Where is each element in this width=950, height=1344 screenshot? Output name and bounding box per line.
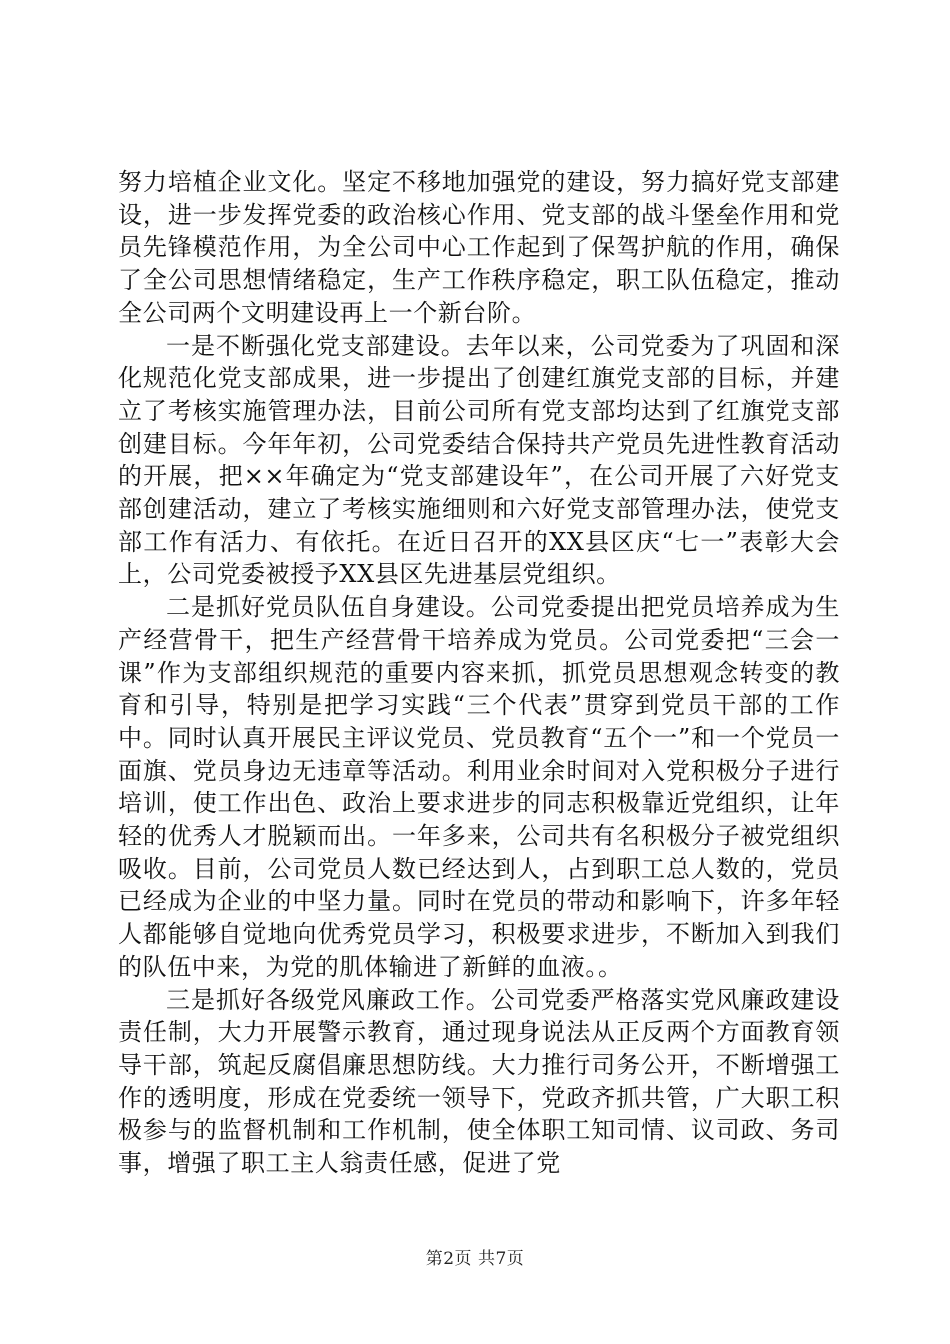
document-body [118,166,840,1180]
paragraph-party-member-team: 二是抓好党员队伍自身建设。公司党委提出把党员培养成为生产经营骨干，把生产经营骨干培养成为党员。公司党委把“三会一课”作为支部组织规范的重要内容来抓，抓党员思想观念转变的教育和引导，特别是把学习实践“三个代表”贯穿到党员干部的工作中。同时认真开展民主评议党员、党员教育“五个一”和一个党员一面旗、党员身边无违章等活动。利用业余时间对入党积极分子进行培训，使工作出色、政治上要求进步的同志积极靠近党组织，让年轻的优秀人才脱颖而出。一年多来，公司共有名积极分子被党组织吸收。目前，公司党员人数已经达到人，占到职工总人数的，党员已经成为企业的中坚力量。同时在党员的带动和影响下，许多年轻人都能够自觉地向优秀党员学习，积极要求进步，不断加入到我们的队伍中来，为党的肌体输进了新鲜的血液。。 [118,593,840,981]
page-number-footer: 第2页 共7页 [425,1249,525,1269]
paragraph-clean-governance: 三是抓好各级党风廉政工作。公司党委严格落实党风廉政建设责任制，大力开展警示教育，通过现身说法从正反两个方面教育领导干部，筑起反腐倡廉思想防线。大力推行司务公开，不断增强工作的透明度，形成在党委统一领导下，党政齐抓共管，广大职工积极参与的监督机制和工作机制，使全体职工知司情、议司政、务司事，增强了职工主人翁责任感，促进了党 [118,985,840,1178]
paragraph-party-branch-building: 一是不断强化党支部建设。去年以来，公司党委为了巩固和深化规范化党支部成果，进一步提出了创建红旗党支部的目标，并建立了考核实施管理办法，目前公司所有党支部均达到了红旗党支部创建目标。今年年初，公司党委结合保持共产党员先进性教育活动的开展，把××年确定为“党支部建设年”，在公司开展了六好党支部创建活动，建立了考核实施细则和六好党支部管理办法，使党支部工作有活力、有依托。在近日召开的XX县区庆“七一”表彰大会上，公司党委被授予XX县区先进基层党组织。 [118,331,840,589]
paragraph-intro-continued: 努力培植企业文化。坚定不移地加强党的建设，努力搞好党支部建设，进一步发挥党委的政治核心作用、党支部的战斗堡垒作用和党员先锋模范作用，为全公司中心工作起到了保驾护航的作用，确保了全公司思想情绪稳定，生产工作秩序稳定，职工队伍稳定，推动全公司两个文明建设再上一个新台阶。 [118,168,840,327]
